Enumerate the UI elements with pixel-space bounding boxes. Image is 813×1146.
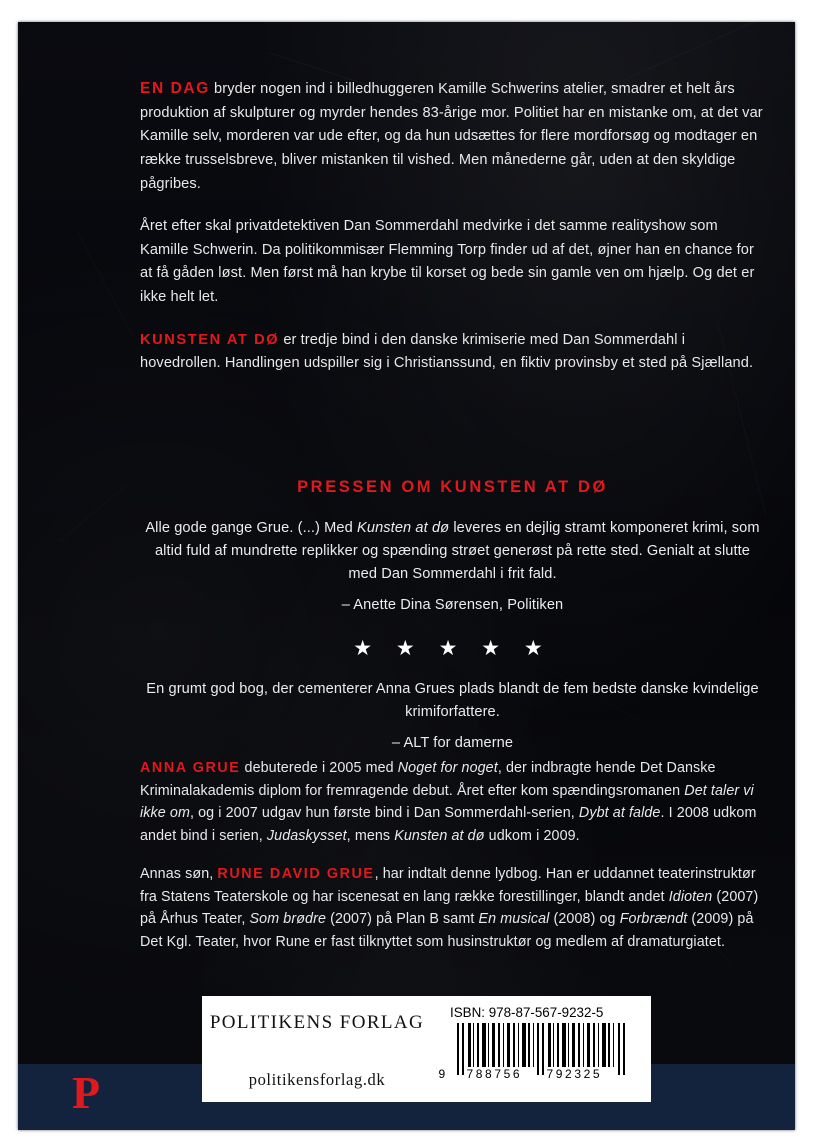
narrator-bio-b2: (2007) på Århus Teater, [140, 888, 759, 928]
author-name: ANNA GRUE [140, 760, 241, 776]
barcode-icon [438, 1023, 635, 1081]
narrator-work-title: Idioten [668, 888, 713, 905]
author-bio [140, 757, 765, 847]
biography-block [140, 757, 765, 970]
author-work-title: Det taler vi ikke om [140, 782, 754, 822]
narrator-work-title: Forbrændt [619, 911, 688, 928]
author-work-title: Kunsten at dø [394, 827, 485, 844]
author-bio-a2: , der indbragte hende Det Danske Kriminalakademis diplom for fremragende debut. Året efter kom spændingsromanen [140, 760, 716, 799]
press-quote-1-part-b: leveres en dejlig stramt komponeret krimi, som altid fuld af mundrette replikker og spænding strøet generøst på rette sted. Genialt at slutte med Dan Sommerdahl i frit fald. [154, 519, 760, 582]
book-back-cover [18, 22, 795, 1130]
narrator-work-title: En musical [478, 911, 550, 928]
blurb-paragraph-1-text: bryder nogen ind i billedhuggeren Kamille Schwerins atelier, smadrer et helt års produktion af skulpturer og myrder hendes 83-årige mor. Politiet har en mistanke om, at det var Kamille selv, morderen var ude efter, og da hun udsættes for flere mordforsøg og modtager en række trusselsbreve, bliver mistanken til vished. Men månederne går, uden at den skyldige pågribes. [140, 81, 763, 192]
press-quote-1-part-a: Alle gode gange Grue. (...) Med [145, 519, 358, 536]
author-work-title: Judaskysset [266, 827, 347, 844]
author-bio-a5: , mens [346, 827, 395, 844]
press-quote-2: En grumt god bog, der cementerer Anna Grues plads blandt de fem bedste danske kvindelige krimiforfattere. [146, 680, 759, 720]
publisher-name: POLITIKENS FORLAG [209, 1012, 425, 1033]
author-work-title: Noget for noget [397, 760, 498, 776]
isbn-label: ISBN: 978-87-567-9232-5 [450, 1005, 604, 1020]
blurb-paragraph-3-text: er tredje bind i den danske krimiserie med Dan Sommerdahl i hovedrollen. Handlingen udspiller sig i Christianssund, en fiktiv provinsby et sted på Sjælland. [140, 331, 754, 372]
press-attribution-1: – Anette Dina Sørensen, Politiken [341, 596, 564, 613]
blurb-block [140, 76, 765, 395]
blurb-paragraph-3 [140, 329, 765, 376]
press-quote-1 [140, 517, 765, 586]
star-rating-icon: ★ ★ ★ ★ ★ [353, 636, 552, 660]
publisher-url: politikensforlag.dk [248, 1070, 386, 1089]
author-bio-a6: udkom i 2009. [484, 827, 580, 844]
narrator-bio-b1: , har indtalt denne lydbog. Han er uddannet teaterinstruktør fra Statens Teaterskole og har iscenesat en lang række forestillinger, blandt andet [140, 866, 756, 905]
publisher-box [202, 996, 432, 1102]
narrator-work-title: Som brødre [249, 911, 327, 928]
blurb-lead-in: EN DAG [140, 80, 210, 97]
narrator-bio-b4: (2008) og [549, 911, 620, 928]
barcode-group-1: 788756 [466, 1067, 523, 1081]
narrator-bio-b5: (2009) på Det Kgl. Teater, hvor Rune er fast tilknyttet som husinstruktør og medlem af dramaturgiatet. [140, 911, 754, 951]
press-attribution-2: – ALT for damerne [391, 734, 514, 751]
book-title-mention: KUNSTEN AT DØ [140, 331, 280, 348]
author-bio-a4: . I 2008 udkom andet bind i serien, [140, 805, 757, 844]
author-bio-a1: debuterede i 2005 med [240, 760, 398, 776]
narrator-name: RUNE DAVID GRUE [217, 866, 375, 883]
isbn-box [432, 996, 651, 1102]
narrator-bio [140, 863, 765, 953]
narrator-intro: Annas søn, [140, 866, 218, 883]
press-quote-1-title: Kunsten at dø [357, 519, 450, 536]
press-heading: PRESSEN OM KUNSTEN AT DØ [297, 478, 608, 496]
blurb-paragraph-2: Året efter skal privatdetektiven Dan Sommerdahl medvirke i det samme realityshow som Kamille Schwerin. Da politikommisær Flemming Torp finder ud af det, øjner han en chance for at få gåden løst. Men først må han krybe til korset og bede sin gamle ven om hjælp. Og det er ikke helt let. [140, 218, 755, 306]
barcode-group-2: 792325 [546, 1067, 603, 1081]
barcode-lead-digit: 9 [438, 1067, 446, 1081]
publisher-logo-icon: P [71, 1067, 101, 1118]
narrator-bio-b3: (2007) på Plan B samt [326, 911, 479, 928]
blurb-paragraph-1 [140, 76, 765, 196]
press-block [140, 452, 765, 769]
author-work-title: Dybt at falde [578, 805, 661, 822]
author-bio-a3: , og i 2007 udgav hun første bind i Dan Sommerdahl-serien, [189, 805, 579, 822]
